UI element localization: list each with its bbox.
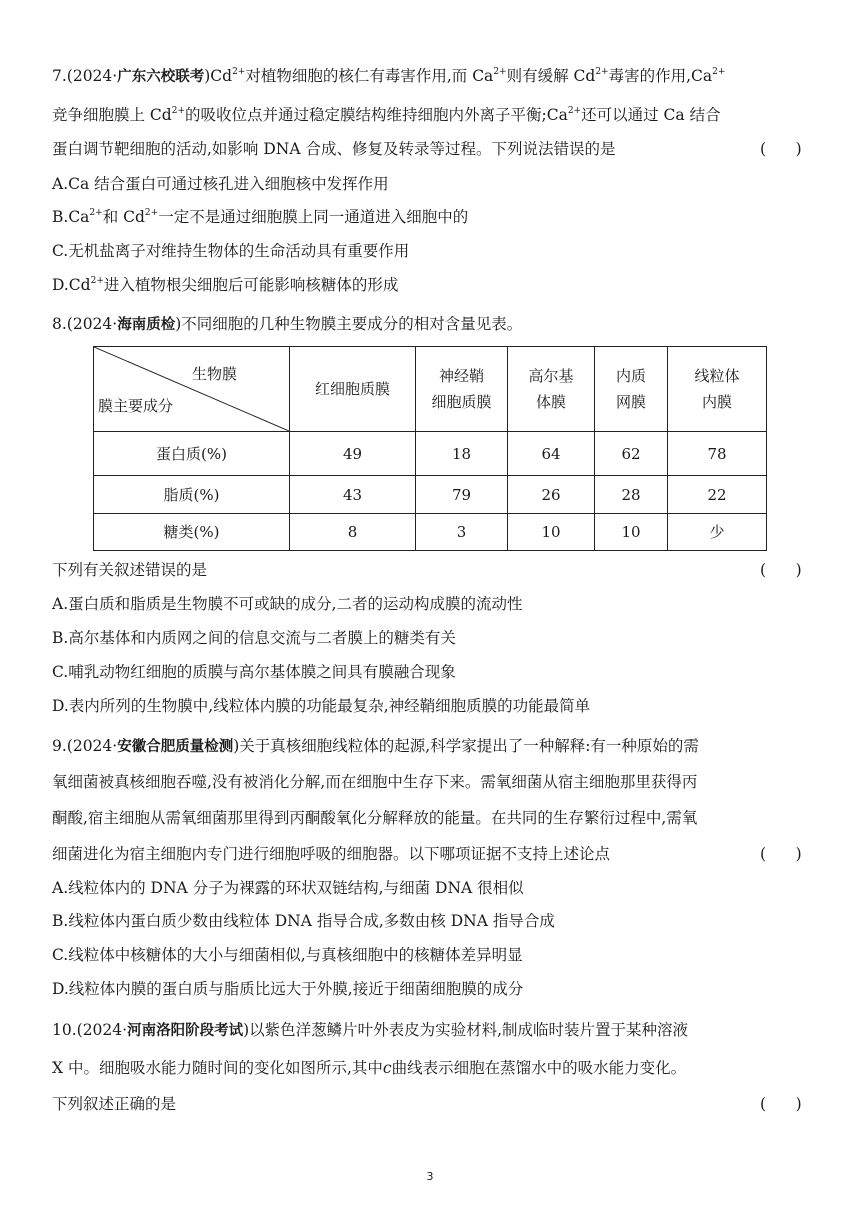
q7-text: 和 Cd (102, 208, 145, 226)
corner-top-label: 生物膜 (191, 365, 237, 383)
q7-text: 毒害的作用,Ca (608, 67, 713, 85)
q7-option-b (52, 207, 468, 227)
q9-line-3: 酮酸,宿主细胞从需氧细菌那里得到丙酮酸氧化分解释放的能量。在共同的生存繁衍过程中,需氧 (52, 809, 698, 827)
q10-number: 10.(2024· (52, 1021, 128, 1039)
q8-stem (52, 314, 522, 335)
q7-text: 的吸收位点并通过稳定膜结构维持细胞内外离子平衡;Ca (185, 106, 568, 124)
q10-line-2 (52, 1058, 686, 1078)
header-text: 神经鞘 (438, 367, 484, 385)
table-cell: 8 (290, 514, 416, 551)
q9-number: 9.(2024· (52, 737, 118, 755)
q7-answer-blank[interactable]: ( ) (760, 140, 802, 158)
q10-text: )以紫色洋葱鳞片叶外表皮为实验材料,制成临时装片置于某种溶液 (243, 1021, 689, 1039)
table-row (94, 432, 767, 476)
row-label: 脂质(%) (94, 476, 290, 514)
q8-option-b: B.高尔基体和内质网之间的信息交流与二者膜上的糖类有关 (52, 629, 456, 647)
q7-text: 还可以通过 Ca 结合 (581, 106, 721, 124)
table-cell: 26 (508, 476, 595, 514)
q8-option-a: A.蛋白质和脂质是生物膜不可或缺的成分,二者的运动构成膜的流动性 (52, 595, 523, 613)
row-label: 蛋白质(%) (94, 432, 290, 476)
q7-text: 对植物细胞的核仁有毒害作用,而 Ca (245, 67, 494, 85)
q9-text: )关于真核细胞线粒体的起源,科学家提出了一种解释:有一种原始的需 (233, 737, 699, 755)
header-text: 体膜 (535, 393, 566, 411)
table-cell: 79 (416, 476, 508, 514)
q9-line-4: 细菌进化为宿主细胞内专门进行细胞呼吸的细胞器。以下哪项证据不支持上述论点 (52, 845, 611, 863)
q9-line-1 (52, 736, 699, 757)
table-corner-cell (94, 347, 290, 432)
q10-line-1 (52, 1020, 688, 1041)
table-header-cell (416, 347, 508, 432)
page-number: 3 (426, 1170, 434, 1183)
q10-answer-blank[interactable]: ( ) (760, 1095, 802, 1113)
q7-text: 竞争细胞膜上 Cd (52, 106, 172, 124)
charge-sup: 2+ (493, 67, 507, 77)
q10-text: 曲线表示细胞在蒸馏水中的吸水能力变化。 (391, 1059, 687, 1077)
q7-source: 广东六校联考 (117, 69, 205, 85)
table-header-cell (595, 347, 668, 432)
q8-answer-blank[interactable]: ( ) (760, 561, 802, 579)
q8-option-d: D.表内所列的生物膜中,线粒体内膜的功能最复杂,神经鞘细胞质膜的功能最简单 (52, 697, 591, 715)
q7-text: 一定不是通过细胞膜上同一通道进入细胞中的 (158, 208, 469, 226)
charge-sup: 2+ (595, 67, 609, 77)
q9-answer-blank[interactable]: ( ) (760, 845, 802, 863)
q7-line-3: 蛋白调节靶细胞的活动,如影响 DNA 合成、修复及转录等过程。下列说法错误的是 (52, 140, 616, 158)
row-label: 糖类(%) (94, 514, 290, 551)
table-cell: 3 (416, 514, 508, 551)
q8-source: 海南质检 (117, 317, 176, 333)
charge-sup: 2+ (567, 106, 582, 116)
table-cell: 49 (290, 432, 416, 476)
table-header-row (94, 347, 767, 432)
header-text: 红细胞质膜 (314, 380, 390, 398)
header-text: 网膜 (615, 393, 646, 411)
q7-number: 7.(2024· (52, 67, 118, 85)
q8-text: )不同细胞的几种生物膜主要成分的相对含量见表。 (175, 315, 523, 333)
q7-option-c: C.无机盐离子对维持生物体的生命活动具有重要作用 (52, 242, 410, 260)
charge-sup: 2+ (712, 67, 726, 77)
q7-line-1 (52, 66, 725, 87)
table-header-cell (290, 347, 416, 432)
charge-sup: 2+ (90, 276, 104, 286)
table-cell: 64 (508, 432, 595, 476)
table-cell: 78 (668, 432, 767, 476)
q7-text: 进入植物根尖细胞后可能影响核糖体的形成 (103, 276, 399, 294)
table-row (94, 514, 767, 551)
q7-text: D.Cd (52, 276, 91, 294)
header-text: 高尔基 (528, 367, 574, 385)
q7-text: 则有缓解 Cd (506, 67, 596, 85)
table-cell: 62 (595, 432, 668, 476)
header-text: 线粒体 (694, 367, 740, 385)
q7-line-2 (52, 105, 721, 125)
q8-option-c: C.哺乳动物红细胞的质膜与高尔基体膜之间具有膜融合现象 (52, 663, 456, 681)
table-cell: 43 (290, 476, 416, 514)
q8-number: 8.(2024· (52, 315, 118, 333)
table-cell: 少 (668, 514, 767, 551)
q9-option-a: A.线粒体内的 DNA 分子为裸露的环状双链结构,与细菌 DNA 很相似 (52, 879, 524, 897)
charge-sup: 2+ (144, 208, 159, 218)
table-cell: 22 (668, 476, 767, 514)
header-text: 内质 (615, 367, 646, 385)
q7-text: )Cd (204, 67, 233, 85)
q10-line-3: 下列叙述正确的是 (52, 1095, 177, 1113)
q9-option-c: C.线粒体中核糖体的大小与细菌相似,与真核细胞中的核糖体差异明显 (52, 946, 523, 964)
charge-sup: 2+ (89, 208, 103, 218)
charge-sup: 2+ (232, 67, 246, 77)
q9-option-d: D.线粒体内膜的蛋白质与脂质比远大于外膜,接近于细菌细胞膜的成分 (52, 980, 524, 998)
q8-ask: 下列有关叙述错误的是 (52, 561, 208, 579)
q9-source: 安徽合肥质量检测 (117, 739, 234, 755)
q7-option-a: A.Ca 结合蛋白可通过核孔进入细胞核中发挥作用 (52, 175, 389, 193)
table-header-cell (668, 347, 767, 432)
membrane-composition-table (93, 346, 767, 551)
charge-sup: 2+ (171, 106, 185, 116)
table-header-cell (508, 347, 595, 432)
header-text: 细胞质膜 (431, 393, 492, 411)
q9-line-2: 氧细菌被真核细胞吞噬,没有被消化分解,而在细胞中生存下来。需氧细菌从宿主细胞那里获得丙 (52, 773, 698, 791)
header-text: 内膜 (701, 393, 732, 411)
table-cell: 10 (595, 514, 668, 551)
q7-option-d (52, 275, 398, 295)
table-cell: 28 (595, 476, 668, 514)
q10-source: 河南洛阳阶段考试 (127, 1023, 244, 1039)
q9-option-b: B.线粒体内蛋白质少数由线粒体 DNA 指导合成,多数由核 DNA 指导合成 (52, 912, 555, 930)
curve-variable: c (382, 1059, 392, 1077)
q10-text: X 中。细胞吸水能力随时间的变化如图所示,其中 (52, 1059, 383, 1077)
table-row (94, 476, 767, 514)
table-cell: 10 (508, 514, 595, 551)
q7-text: B.Ca (52, 208, 90, 226)
table-cell: 18 (416, 432, 508, 476)
corner-bottom-label: 膜主要成分 (98, 397, 174, 415)
